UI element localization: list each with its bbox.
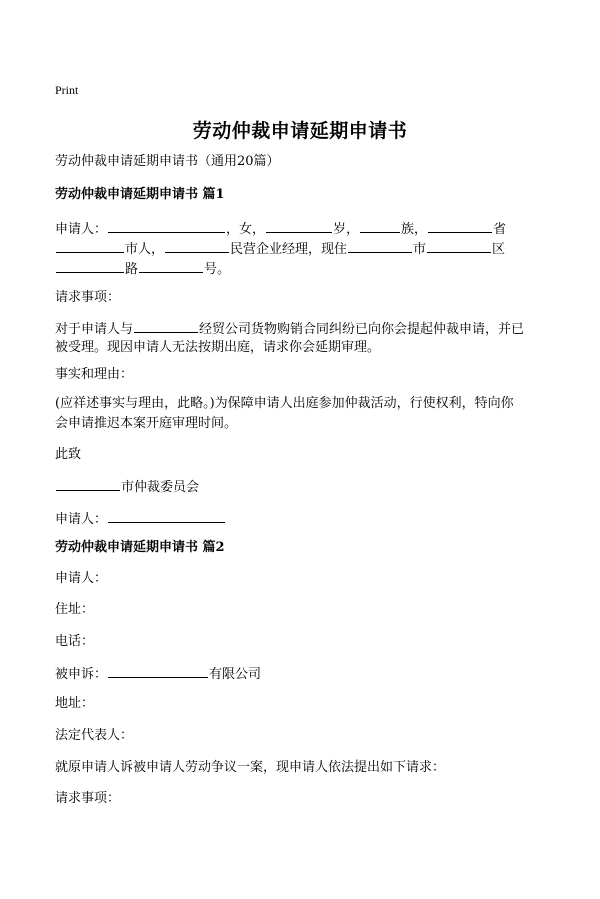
respondent-suffix: 有限公司 xyxy=(209,667,262,682)
party-blank xyxy=(134,318,198,333)
number-text: 号。 xyxy=(204,262,231,277)
section2-request-label: 请求事项： xyxy=(55,791,121,806)
section2-phone: 电话： xyxy=(55,634,95,649)
document-subtitle: 劳动仲裁申请延期申请书（通用20篇） xyxy=(55,154,280,169)
section2-applicant: 申请人： xyxy=(55,571,108,586)
section1-heading: 劳动仲裁申请延期申请书 篇1 xyxy=(55,187,225,202)
request-text-b: 经贸公司货物购销合同纠纷已向你会提起仲裁申请，并已 xyxy=(199,322,525,337)
facts-paragraph-2: 会申请推迟本案开庭审理时间。 xyxy=(55,416,238,431)
district-blank xyxy=(427,238,491,253)
province-text: 省 xyxy=(493,222,507,237)
facts-paragraph-1: (应祥述事实与理由，此略。)为保障申请人出庭参加仲裁活动，行使权利，特向你 xyxy=(55,396,514,411)
request-paragraph-2: 被受理。现因申请人无法按期出庭，请求你会延期审理。 xyxy=(55,340,381,355)
respondent-address: 地址： xyxy=(55,696,95,711)
section2-address: 住址： xyxy=(55,602,95,617)
applicant-line-2 xyxy=(55,238,555,260)
request-label: 请求事项： xyxy=(55,290,121,305)
ethnicity-blank xyxy=(360,218,400,233)
province-blank xyxy=(428,218,492,233)
city2-blank xyxy=(348,238,412,253)
city2-text: 市 xyxy=(413,242,427,257)
salutation: 此致 xyxy=(55,447,82,462)
facts-label: 事实和理由： xyxy=(55,367,134,382)
print-link[interactable]: Print xyxy=(55,83,79,97)
applicant-line-1 xyxy=(55,218,555,240)
age-text: 岁， xyxy=(333,222,360,237)
page-title: 劳动仲裁申请延期申请书 xyxy=(192,120,408,142)
applicant-label: 申请人： xyxy=(55,222,108,237)
statement-paragraph: 就原申请人诉被申请人劳动争议一案，现申请人依法提出如下请求： xyxy=(55,760,446,775)
city-text: 市人， xyxy=(125,242,165,257)
sign-line xyxy=(55,508,555,530)
gender-text: ，女， xyxy=(226,222,266,237)
name-blank xyxy=(108,218,225,233)
applicant-line-3 xyxy=(55,258,555,280)
number-blank xyxy=(139,258,203,273)
company-blank xyxy=(165,238,229,253)
road-text: 路 xyxy=(125,262,139,277)
committee-text: 市仲裁委员会 xyxy=(121,480,200,495)
committee-line xyxy=(55,476,555,498)
committee-blank xyxy=(56,476,120,491)
district-text: 区 xyxy=(492,242,506,257)
section2-heading: 劳动仲裁申请延期申请书 篇2 xyxy=(55,540,225,555)
respondent-blank xyxy=(108,663,208,678)
city-blank xyxy=(56,238,124,253)
respondent-line xyxy=(55,663,555,685)
respondent-label: 被申诉： xyxy=(55,667,108,682)
sign-blank xyxy=(108,508,225,523)
road-blank xyxy=(56,258,124,273)
request-paragraph-1 xyxy=(55,318,555,340)
job-text: 民营企业经理，现住 xyxy=(230,242,348,257)
age-blank xyxy=(266,218,332,233)
ethnicity-text: 族， xyxy=(401,222,428,237)
legal-representative: 法定代表人： xyxy=(55,728,134,743)
sign-label: 申请人： xyxy=(55,512,108,527)
request-text-a: 对于申请人与 xyxy=(55,322,134,337)
